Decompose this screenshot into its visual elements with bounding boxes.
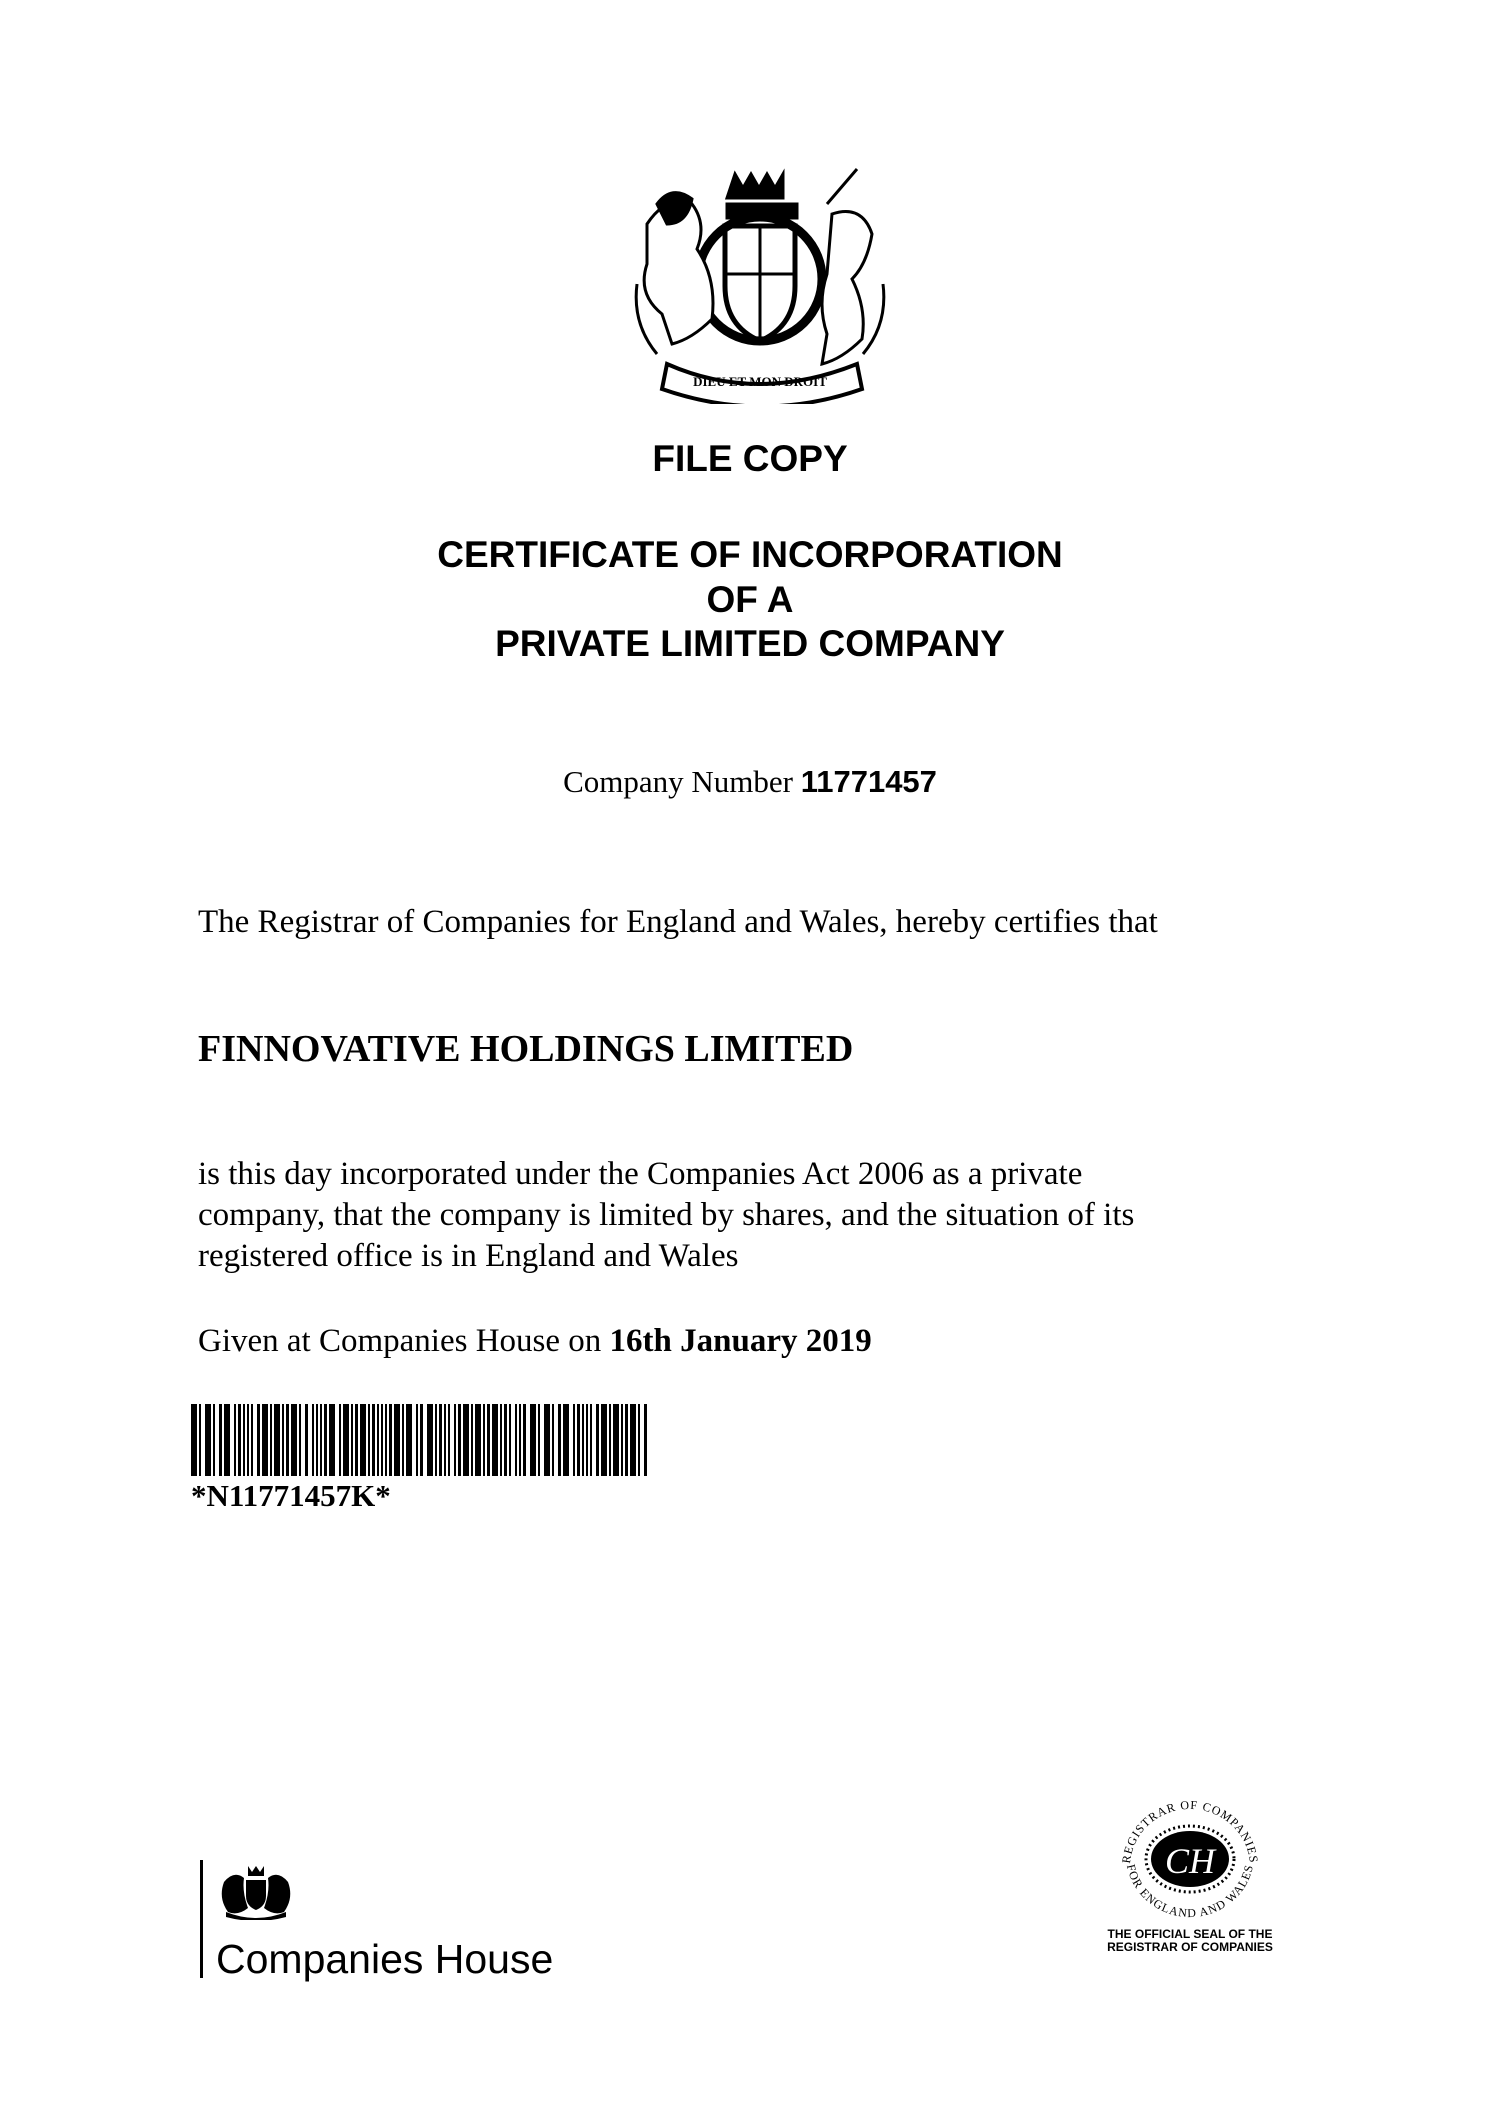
barcode-bar <box>394 1404 400 1476</box>
barcode-bar <box>625 1404 628 1476</box>
barcode-bar <box>509 1404 511 1476</box>
company-number <box>0 764 1500 800</box>
barcode-bar <box>504 1404 507 1476</box>
barcode-bar <box>286 1404 289 1476</box>
incorporation-line3: registered office is in England and Wales <box>198 1238 739 1274</box>
given-at-line <box>198 1321 872 1362</box>
barcode-bar <box>299 1404 301 1476</box>
barcode-bar <box>355 1404 358 1476</box>
crest-motto: DIEU ET MON DROIT <box>693 374 827 389</box>
barcode-bar <box>590 1404 592 1476</box>
company-number-label: Company Number <box>563 764 793 799</box>
barcode-bar <box>324 1404 327 1476</box>
logo-divider <box>200 1860 203 1978</box>
barcode-bar <box>544 1404 550 1476</box>
barcode-bar <box>420 1404 423 1476</box>
certify-text: The Registrar of Companies for England and Wales, hereby certifies that <box>198 904 1158 940</box>
barcode-bar <box>439 1404 442 1476</box>
barcode-bar <box>577 1404 580 1476</box>
barcode-bar <box>312 1404 314 1476</box>
barcode-bar <box>435 1404 437 1476</box>
barcode-bar <box>343 1404 349 1476</box>
barcode-bar <box>458 1404 461 1476</box>
barcode-bar <box>630 1404 636 1476</box>
barcode-bar <box>251 1404 253 1476</box>
company-name: FINNOVATIVE HOLDINGS LIMITED <box>198 1028 854 1070</box>
certificate-title-line2: OF A <box>706 579 794 620</box>
incorporation-line2: company, that the company is limited by shares, and the situation of its <box>198 1197 1135 1233</box>
barcode-bar <box>402 1404 404 1476</box>
barcode-bar <box>316 1404 318 1476</box>
barcode-bar <box>573 1404 575 1476</box>
barcode-bar <box>282 1404 284 1476</box>
incorporation-line1: is this day incorporated under the Companies Act 2006 as a private <box>198 1156 1083 1192</box>
barcode-bar <box>377 1404 379 1476</box>
barcode-bar <box>454 1404 456 1476</box>
barcode-bar <box>586 1404 588 1476</box>
barcode-bar <box>487 1404 490 1476</box>
barcode-bar <box>234 1404 236 1476</box>
barcode-bar <box>270 1404 272 1476</box>
barcode-bar <box>213 1404 215 1476</box>
barcode-bar <box>385 1404 387 1476</box>
barcode-bar <box>305 1404 308 1476</box>
barcode-bar <box>638 1404 640 1476</box>
barcode-bar <box>530 1404 536 1476</box>
barcode-bar <box>243 1404 245 1476</box>
seal-caption <box>1100 1928 1280 1954</box>
seal-monogram: CH <box>1164 1841 1216 1881</box>
barcode-bar <box>381 1404 383 1476</box>
barcode-bar <box>339 1404 341 1476</box>
companies-house-logo-text: Companies House <box>216 1936 554 1982</box>
companies-house-crest-icon <box>218 1862 294 1920</box>
barcode-bar <box>427 1404 433 1476</box>
seal-caption-line1: THE OFFICIAL SEAL OF THE <box>1107 1927 1273 1941</box>
royal-coat-of-arms-icon <box>627 164 893 404</box>
barcode-bar <box>389 1404 392 1476</box>
seal-caption-line2: REGISTRAR OF COMPANIES <box>1107 1940 1273 1954</box>
barcode-bar <box>644 1404 647 1476</box>
barcode-bar <box>406 1404 412 1476</box>
barcode-bar <box>448 1404 450 1476</box>
barcode-bar <box>613 1404 619 1476</box>
barcode-text: *N11771457K* <box>191 1478 391 1513</box>
registrar-seal-icon <box>1100 1795 1280 1923</box>
barcode-bar <box>582 1404 584 1476</box>
barcode-bar <box>274 1404 280 1476</box>
barcode-bar <box>247 1404 249 1476</box>
barcode-bar <box>515 1404 517 1476</box>
barcode-bar <box>219 1404 222 1476</box>
barcode-bar <box>523 1404 526 1476</box>
barcode-bar <box>205 1404 211 1476</box>
barcode-bar <box>238 1404 241 1476</box>
incorporation-text <box>198 1154 1134 1277</box>
barcode-bar <box>191 1404 197 1476</box>
barcode-bar <box>563 1404 569 1476</box>
certificate-title-line3: PRIVATE LIMITED COMPANY <box>495 623 1005 664</box>
barcode-bar <box>372 1404 375 1476</box>
barcode <box>191 1404 653 1476</box>
company-number-value: 11771457 <box>800 764 937 799</box>
barcode-bar <box>471 1404 473 1476</box>
barcode-bar <box>291 1404 297 1476</box>
barcode-bar <box>257 1404 260 1476</box>
barcode-bar <box>416 1404 418 1476</box>
seal-ring-top: REGISTRAR OF COMPANIES <box>1119 1797 1261 1865</box>
seal-ring-bottom: FOR ENGLAND AND WALES <box>1123 1862 1257 1921</box>
barcode-bar <box>463 1404 469 1476</box>
barcode-bar <box>329 1404 335 1476</box>
barcode-bar <box>492 1404 498 1476</box>
barcode-bar <box>552 1404 554 1476</box>
given-prefix: Given at Companies House on <box>198 1323 602 1359</box>
barcode-bar <box>621 1404 623 1476</box>
barcode-bar <box>320 1404 322 1476</box>
barcode-bar <box>558 1404 561 1476</box>
barcode-bar <box>199 1404 201 1476</box>
barcode-bar <box>475 1404 481 1476</box>
barcode-bar <box>601 1404 607 1476</box>
file-copy-heading: FILE COPY <box>652 438 848 479</box>
barcode-bar <box>368 1404 370 1476</box>
barcode-bar <box>224 1404 230 1476</box>
barcode-bar <box>360 1404 366 1476</box>
barcode-bar <box>609 1404 611 1476</box>
barcode-bar <box>538 1404 540 1476</box>
barcode-bar <box>500 1404 502 1476</box>
certificate-title-line1: CERTIFICATE OF INCORPORATION <box>437 534 1063 575</box>
barcode-bar <box>262 1404 268 1476</box>
barcode-bar <box>596 1404 599 1476</box>
barcode-bar <box>444 1404 446 1476</box>
barcode-bar <box>351 1404 353 1476</box>
barcode-bar <box>519 1404 521 1476</box>
given-date: 16th January 2019 <box>609 1323 872 1359</box>
barcode-bar <box>483 1404 485 1476</box>
